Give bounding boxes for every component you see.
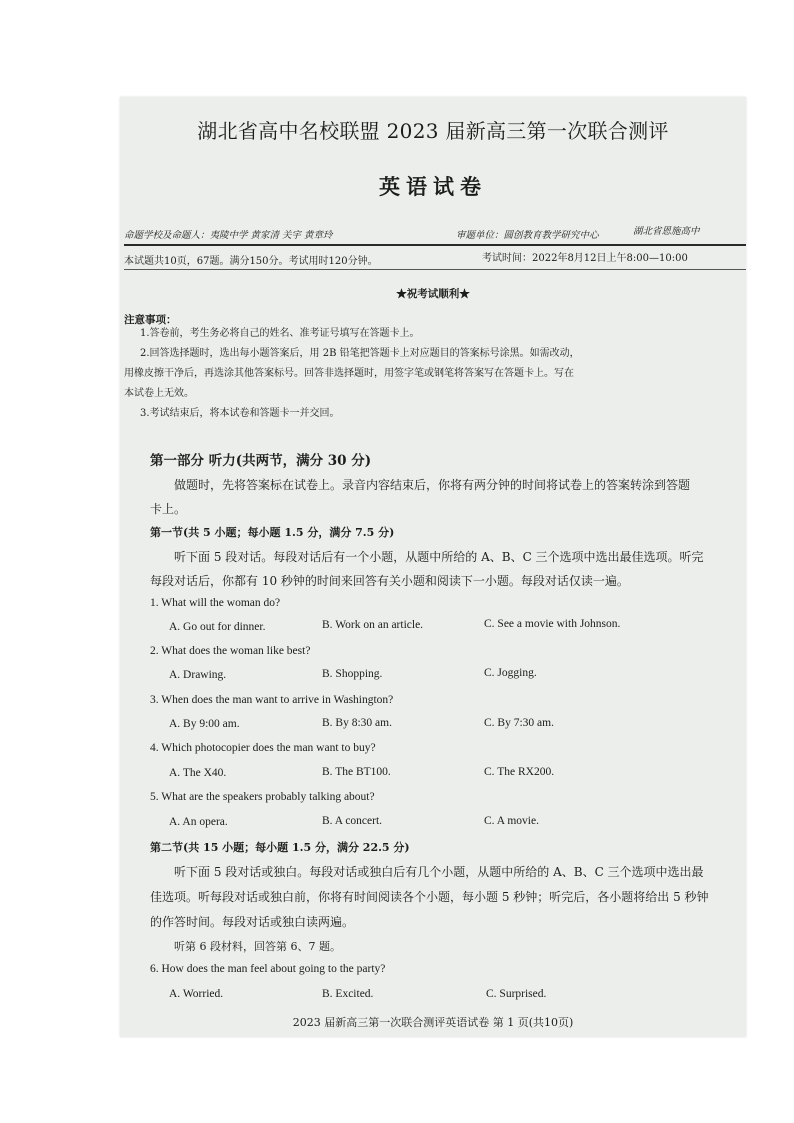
notice-line: 2.回答选择题时，选出每小题答案后，用 2B 铅笔把答题卡上对应题目的答案标号涂黑。如需改动， — [140, 348, 580, 359]
part-one-title: 第一部分 听力(共两节，满分 30 分) — [150, 453, 372, 469]
option-b: B. A concert. — [322, 815, 383, 827]
option-a: A. An opera. — [169, 816, 228, 828]
question-5: 5. What are the speakers probably talking about? — [150, 791, 375, 803]
question-6: 6. How does the man feel about going to the party? — [150, 963, 386, 975]
material-prompt: 听第 6 段材料，回答第 6、7 题。 — [174, 940, 341, 953]
option-c: C. The RX200. — [484, 766, 555, 778]
option-c: C. A movie. — [484, 815, 539, 827]
good-luck-banner: ★祝考试顺利★ — [396, 288, 470, 300]
option-a: A. Go out for dinner. — [169, 621, 266, 633]
option-c: C. See a movie with Johnson. — [484, 618, 621, 630]
page-footer: 2023 届新高三第一次联合测评英语试卷 第 1 页(共10页) — [292, 1016, 574, 1029]
section-two-title: 第二节(共 15 小题；每小题 1.5 分，满分 22.5 分) — [150, 841, 410, 854]
notice-line: 用橡皮擦干净后，再选涂其他答案标号。回答非选择题时，用签字笔或钢笔将答案写在答题卡上。写在 — [124, 368, 574, 379]
question-1: 1. What will the woman do? — [150, 597, 281, 609]
section-two-instructions: 佳选项。听每段对话或独白前，你将有时间阅读各个小题，每小题 5 秒钟；听完后，各小题将给出 5 秒钟 — [150, 890, 709, 904]
section-one-instructions: 每段对话后，你都有 10 秒钟的时间来回答有关小题和阅读下一小题。每段对话仅读一遍。 — [150, 574, 629, 588]
part-one-intro: 卡上。 — [150, 502, 187, 516]
notice-heading: 注意事项： — [124, 314, 177, 326]
notice-line: 本试卷上无效。 — [124, 388, 194, 399]
option-a: A. By 9:00 am. — [169, 718, 240, 730]
option-b: B. By 8:30 am. — [322, 717, 392, 729]
question-4: 4. Which photocopier does the man want to buy? — [150, 742, 376, 754]
option-b: B. The BT100. — [322, 766, 391, 778]
exam-info: 本试题共10页，67题。满分150分。考试用时120分钟。 — [124, 256, 378, 267]
notice-line: 1.答卷前，考生务必将自己的姓名、准考证号填写在答题卡上。 — [140, 328, 420, 339]
school-info: 湖北省恩施高中 — [633, 226, 700, 237]
section-one-instructions: 听下面 5 段对话。每段对话后有一个小题，从题中所给的 A、B、C 三个选项中选出最佳选项。听完 — [174, 550, 704, 564]
proposer-info: 命题学校及命题人：夷陵中学 黄家清 关宇 黄章玲 — [124, 230, 333, 241]
question-3: 3. When does the man want to arrive in Washington? — [150, 694, 394, 706]
option-a: A. The X40. — [169, 767, 227, 779]
option-b: B. Excited. — [322, 988, 374, 1000]
section-two-instructions: 的作答时间。每段对话或独白读两遍。 — [150, 915, 355, 929]
header-rule — [124, 244, 746, 246]
option-b: B. Work on an article. — [322, 619, 424, 631]
option-b: B. Shopping. — [322, 668, 383, 680]
info-rule — [124, 269, 746, 270]
reviewer-info: 审题单位：圆创教育教学研究中心 — [456, 230, 599, 241]
option-a: A. Drawing. — [169, 669, 227, 681]
option-c: C. By 7:30 am. — [484, 717, 554, 729]
exam-time: 考试时间：2022年8月12日上午8:00—10:00 — [482, 253, 688, 264]
exam-page — [120, 97, 746, 1037]
option-c: C. Jogging. — [484, 667, 537, 679]
part-one-intro: 做题时，先将答案标在试卷上。录音内容结束后，你将有两分钟的时间将试卷上的答案转涂到答题 — [174, 478, 691, 492]
option-c: C. Surprised. — [486, 988, 547, 1000]
option-a: A. Worried. — [169, 988, 224, 1000]
exam-title: 湖北省高中名校联盟 2023 届新高三第一次联合测评 — [197, 119, 669, 143]
exam-subject: 英语试卷 — [379, 174, 487, 199]
question-2: 2. What does the woman like best? — [150, 645, 311, 657]
section-one-title: 第一节(共 5 小题；每小题 1.5 分，满分 7.5 分) — [150, 526, 395, 539]
section-two-instructions: 听下面 5 段对话或独白。每段对话或独白后有几个小题，从题中所给的 A、B、C 三个选项中选出最 — [174, 865, 704, 879]
notice-line: 3.考试结束后，将本试卷和答题卡一并交回。 — [140, 408, 340, 419]
